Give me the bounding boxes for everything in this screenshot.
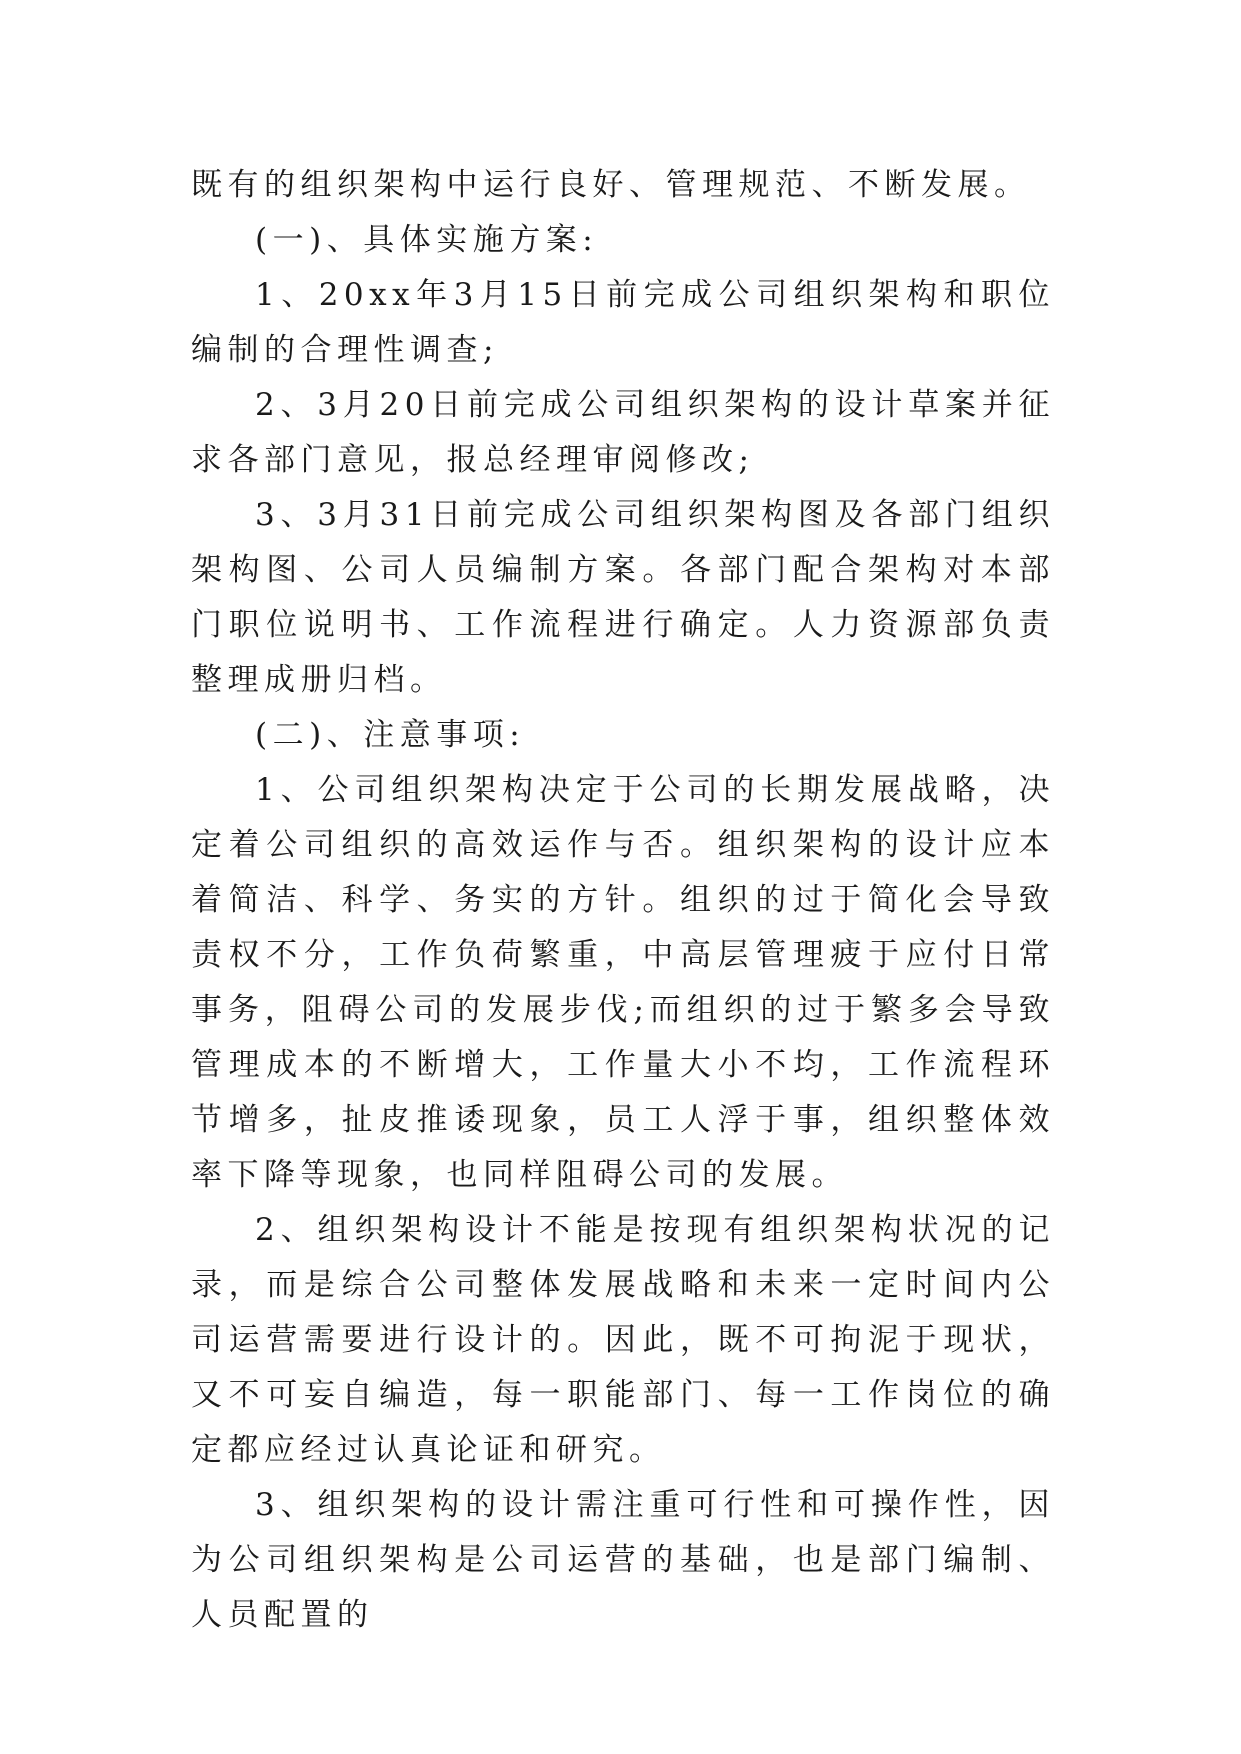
document-body [191, 158, 1055, 1643]
section-heading-implementation: (一)、具体实施方案: [255, 222, 599, 258]
paragraph-continuation: 既有的组织架构中运行良好、管理规范、不断发展。 [191, 167, 1031, 203]
paragraph-item-3: 3、3月31日前完成公司组织架构图及各部门组织架构图、公司人员编制方案。各部门配合架构对本部门职位说明书、工作流程进行确定。人力资源部负责整理成册归档。 [191, 497, 1055, 698]
paragraph-item-1: 1、20xx年3月15日前完成公司组织架构和职位编制的合理性调查; [191, 277, 1055, 368]
paragraph-note-3: 3、组织架构的设计需注重可行性和可操作性，因为公司组织架构是公司运营的基础，也是部门编制、人员配置的 [191, 1487, 1055, 1633]
paragraph-note-2: 2、组织架构设计不能是按现有组织架构状况的记录，而是综合公司整体发展战略和未来一定时间内公司运营需要进行设计的。因此，既不可拘泥于现状，又不可妄自编造，每一职能部门、每一工作岗位的确定都应经过认真论证和研究。 [191, 1212, 1055, 1468]
paragraph-note-1: 1、公司组织架构决定于公司的长期发展战略，决定着公司组织的高效运作与否。组织架构的设计应本着简洁、科学、务实的方针。组织的过于简化会导致责权不分，工作负荷繁重，中高层管理疲于应付日常事务，阻碍公司的发展步伐;而组织的过于繁多会导致管理成本的不断增大，工作量大小不均，工作流程环节增多，扯皮推诿现象，员工人浮于事，组织整体效率下降等现象，也同样阻碍公司的发展。 [191, 772, 1055, 1193]
section-heading-notes: (二)、注意事项: [255, 717, 526, 753]
paragraph-item-2: 2、3月20日前完成公司组织架构的设计草案并征求各部门意见，报总经理审阅修改; [191, 387, 1055, 478]
